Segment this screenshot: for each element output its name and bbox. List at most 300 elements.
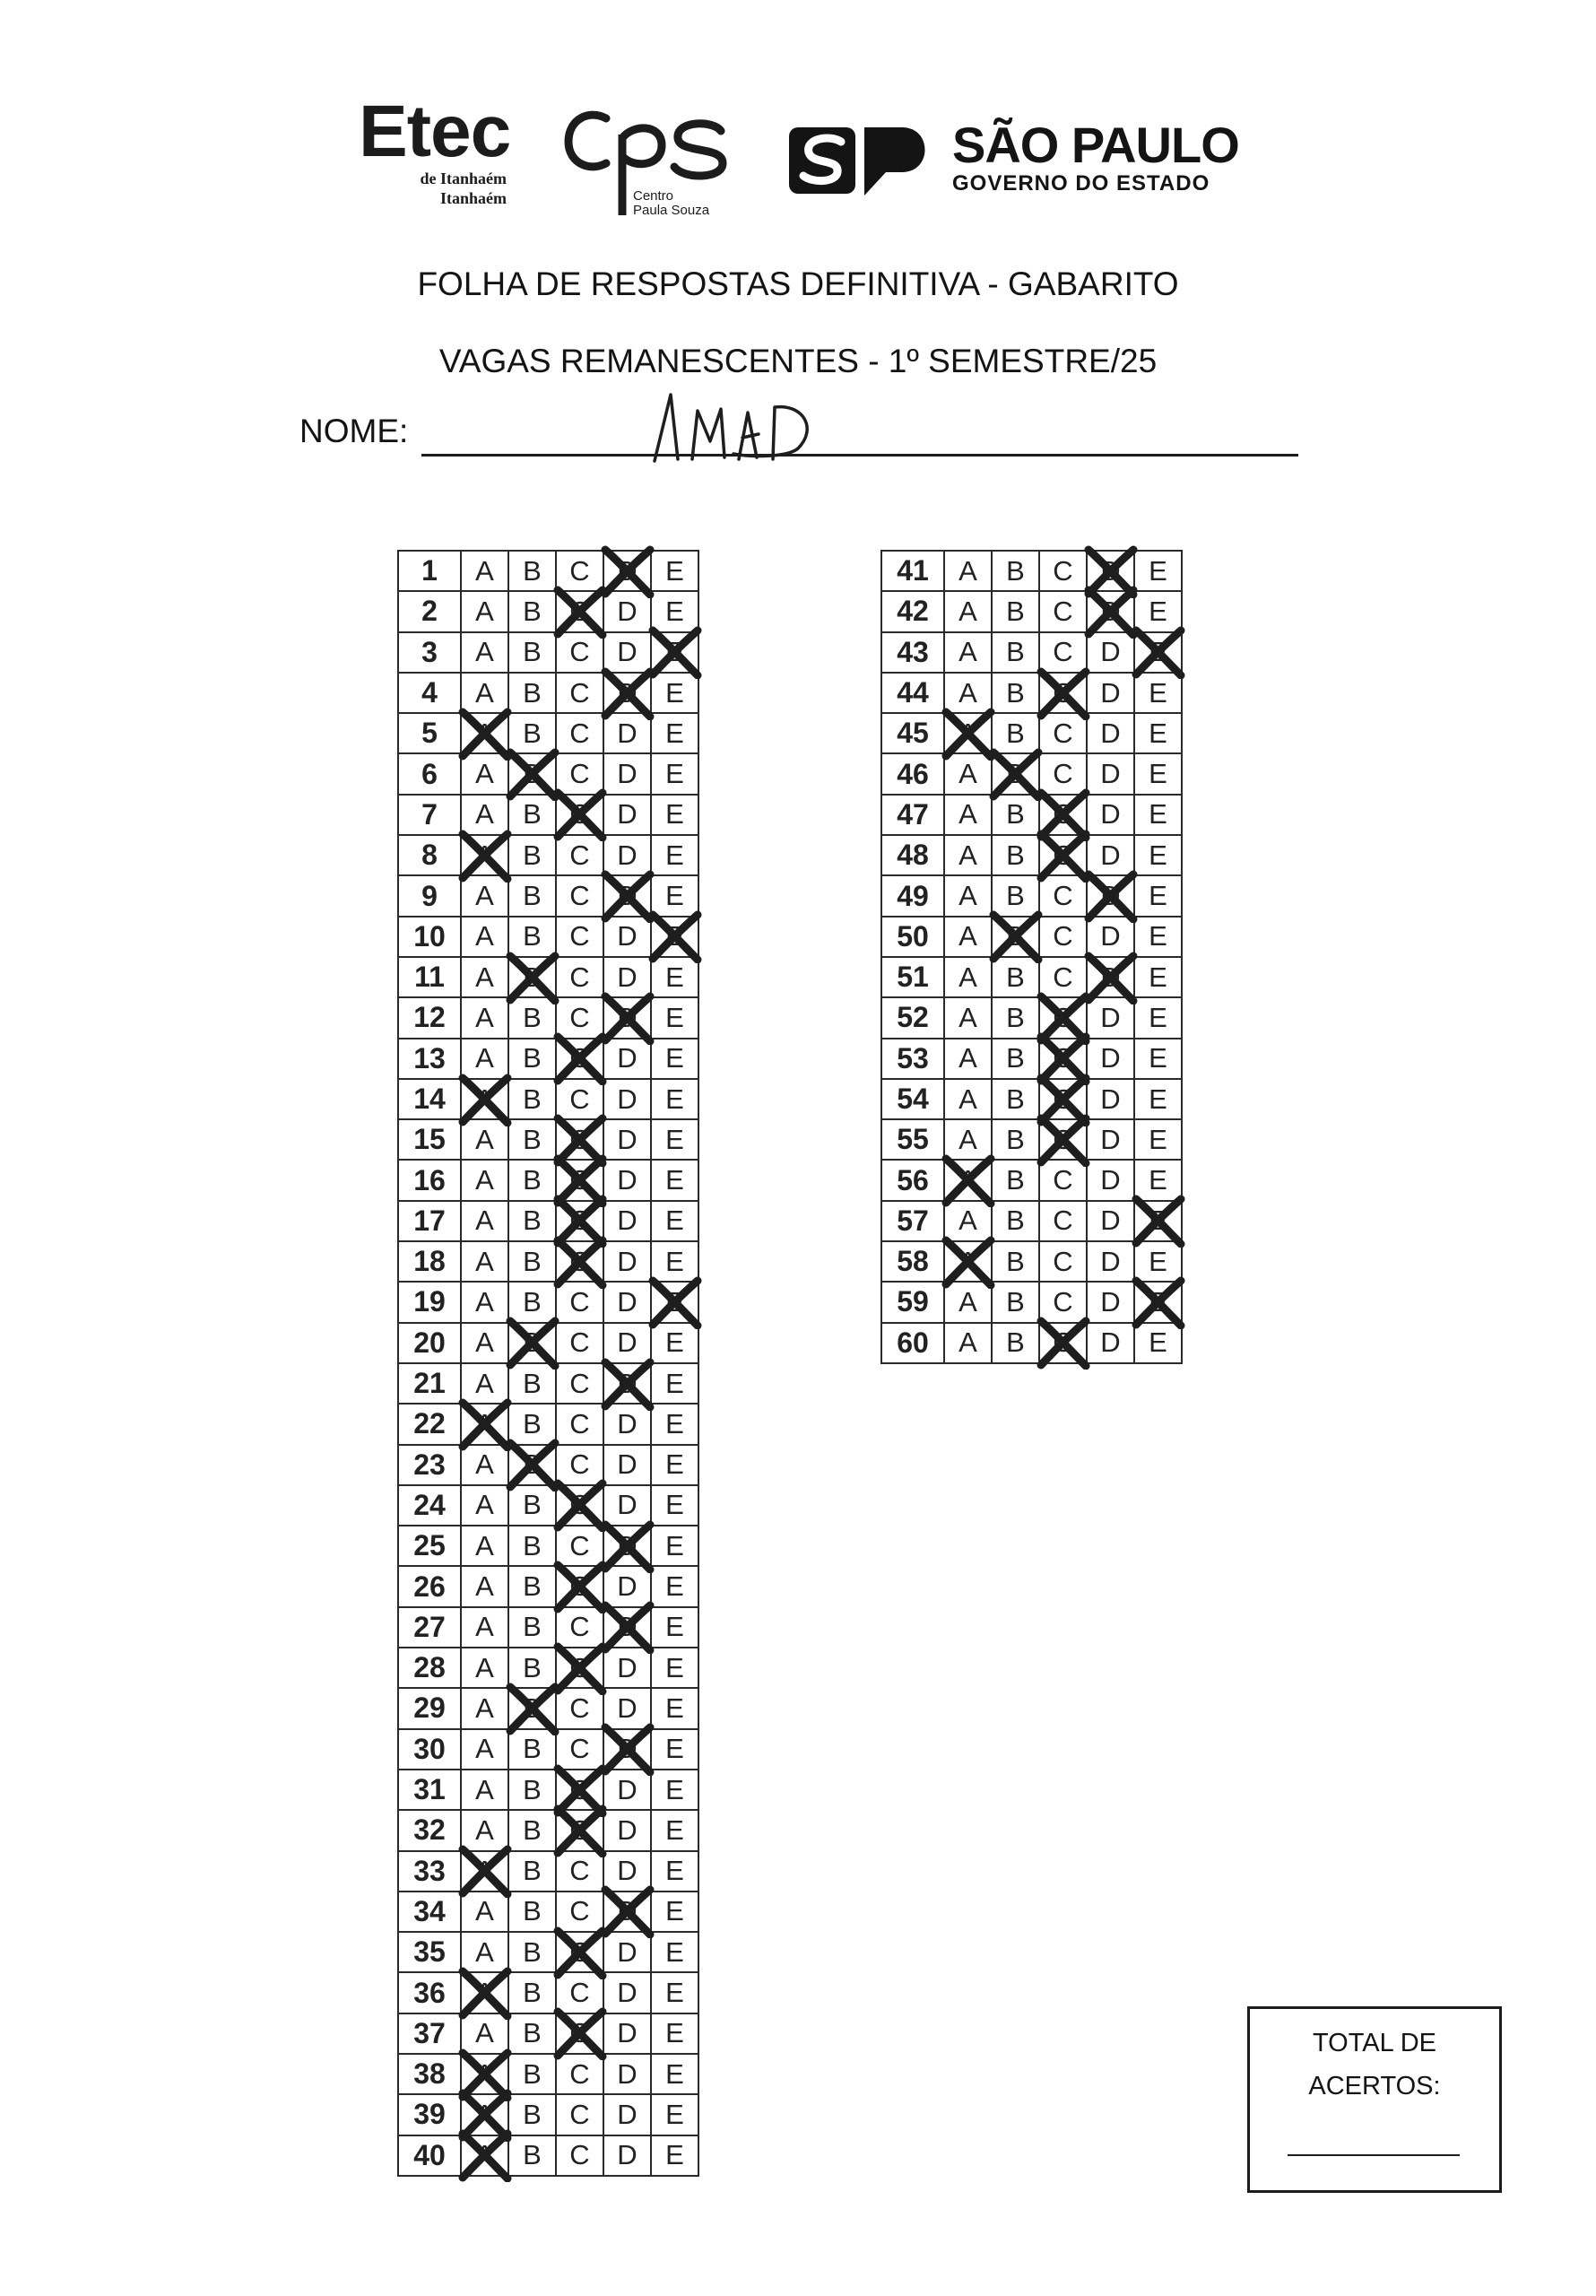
answer-option-a-marked[interactable] xyxy=(944,1241,992,1282)
answer-option-d[interactable] xyxy=(1087,1201,1134,1241)
answer-option-b[interactable] xyxy=(992,632,1039,673)
answer-option-b[interactable] xyxy=(508,1363,556,1404)
answer-option-e-marked[interactable] xyxy=(1134,1282,1182,1322)
answer-option-e[interactable] xyxy=(1134,673,1182,713)
answer-option-e[interactable] xyxy=(651,957,698,997)
answer-option-c[interactable] xyxy=(556,957,603,997)
answer-option-c[interactable] xyxy=(556,2054,603,2094)
answer-option-d[interactable] xyxy=(603,1039,651,1079)
answer-option-e[interactable] xyxy=(1134,835,1182,875)
answer-option-a-marked[interactable] xyxy=(461,1079,508,1119)
answer-option-a[interactable] xyxy=(944,1119,992,1160)
answer-option-a[interactable] xyxy=(944,795,992,835)
answer-option-c-marked[interactable] xyxy=(1039,795,1087,835)
answer-option-e[interactable] xyxy=(651,1972,698,2013)
answer-option-d[interactable] xyxy=(603,1445,651,1485)
answer-option-c[interactable] xyxy=(556,2135,603,2176)
answer-option-d[interactable] xyxy=(1087,835,1134,875)
answer-option-c-marked[interactable] xyxy=(1039,673,1087,713)
answer-option-b[interactable] xyxy=(508,713,556,753)
answer-option-d[interactable] xyxy=(603,1566,651,1606)
answer-option-c[interactable] xyxy=(556,2094,603,2135)
answer-option-c-marked[interactable] xyxy=(556,1160,603,1200)
answer-option-d-marked[interactable] xyxy=(603,1526,651,1566)
answer-option-a[interactable] xyxy=(461,917,508,957)
answer-option-e[interactable] xyxy=(651,1485,698,1526)
answer-option-e[interactable] xyxy=(651,673,698,713)
answer-option-e[interactable] xyxy=(651,1119,698,1160)
answer-option-d-marked[interactable] xyxy=(603,1363,651,1404)
answer-option-c-marked[interactable] xyxy=(1039,1079,1087,1119)
answer-option-c[interactable] xyxy=(556,997,603,1038)
answer-option-b[interactable] xyxy=(508,1201,556,1241)
answer-option-a[interactable] xyxy=(461,1241,508,1282)
answer-option-d[interactable] xyxy=(603,2054,651,2094)
answer-option-c[interactable] xyxy=(1039,632,1087,673)
answer-option-c[interactable] xyxy=(556,673,603,713)
answer-option-a[interactable] xyxy=(461,551,508,591)
answer-option-a-marked[interactable] xyxy=(461,1972,508,2013)
answer-option-b[interactable] xyxy=(508,795,556,835)
answer-option-c[interactable] xyxy=(556,632,603,673)
answer-option-a[interactable] xyxy=(461,1201,508,1241)
answer-option-e[interactable] xyxy=(651,997,698,1038)
answer-option-e-marked[interactable] xyxy=(651,1282,698,1322)
answer-option-e[interactable] xyxy=(1134,753,1182,794)
answer-option-e[interactable] xyxy=(651,551,698,591)
answer-option-e[interactable] xyxy=(651,1932,698,1972)
answer-option-d-marked[interactable] xyxy=(1087,591,1134,631)
answer-option-a-marked[interactable] xyxy=(461,2135,508,2176)
answer-option-a[interactable] xyxy=(944,753,992,794)
answer-option-a[interactable] xyxy=(461,1526,508,1566)
answer-option-a[interactable] xyxy=(944,551,992,591)
answer-option-b[interactable] xyxy=(992,551,1039,591)
answer-option-d[interactable] xyxy=(1087,673,1134,713)
answer-option-c[interactable] xyxy=(1039,551,1087,591)
answer-option-a[interactable] xyxy=(461,1729,508,1770)
answer-option-e-marked[interactable] xyxy=(1134,632,1182,673)
answer-option-a[interactable] xyxy=(461,753,508,794)
answer-option-a-marked[interactable] xyxy=(461,713,508,753)
answer-option-e[interactable] xyxy=(651,1079,698,1119)
answer-option-d[interactable] xyxy=(603,1241,651,1282)
answer-option-b[interactable] xyxy=(508,997,556,1038)
answer-option-e[interactable] xyxy=(651,1363,698,1404)
answer-option-d[interactable] xyxy=(603,1079,651,1119)
answer-option-d[interactable] xyxy=(603,1688,651,1728)
answer-option-d-marked[interactable] xyxy=(603,875,651,916)
answer-option-b-marked[interactable] xyxy=(508,1445,556,1485)
answer-option-e[interactable] xyxy=(1134,795,1182,835)
answer-option-b[interactable] xyxy=(508,1770,556,1810)
answer-option-e[interactable] xyxy=(651,1729,698,1770)
answer-option-d[interactable] xyxy=(603,1323,651,1363)
answer-option-d[interactable] xyxy=(603,1851,651,1892)
answer-option-c-marked[interactable] xyxy=(1039,1323,1087,1363)
answer-option-c[interactable] xyxy=(556,875,603,916)
answer-option-e-marked[interactable] xyxy=(651,632,698,673)
answer-option-e[interactable] xyxy=(651,753,698,794)
answer-option-a[interactable] xyxy=(461,1323,508,1363)
answer-option-e[interactable] xyxy=(651,1241,698,1282)
answer-option-a[interactable] xyxy=(461,1607,508,1648)
answer-option-b[interactable] xyxy=(508,1160,556,1200)
answer-option-a[interactable] xyxy=(461,1810,508,1850)
total-score-input-line[interactable] xyxy=(1288,2154,1460,2156)
answer-option-a[interactable] xyxy=(944,875,992,916)
answer-option-d[interactable] xyxy=(1087,997,1134,1038)
answer-option-e[interactable] xyxy=(651,591,698,631)
answer-option-e[interactable] xyxy=(651,875,698,916)
answer-option-c[interactable] xyxy=(1039,1282,1087,1322)
answer-option-b[interactable] xyxy=(992,957,1039,997)
answer-option-a[interactable] xyxy=(461,632,508,673)
answer-option-c[interactable] xyxy=(556,1892,603,1932)
answer-option-d-marked[interactable] xyxy=(1087,875,1134,916)
answer-option-b[interactable] xyxy=(508,1810,556,1850)
answer-option-b[interactable] xyxy=(508,875,556,916)
answer-option-a[interactable] xyxy=(944,1079,992,1119)
answer-option-c-marked[interactable] xyxy=(556,1810,603,1850)
answer-option-b[interactable] xyxy=(508,2094,556,2135)
answer-option-a-marked[interactable] xyxy=(461,2054,508,2094)
answer-option-b[interactable] xyxy=(508,2135,556,2176)
answer-option-b[interactable] xyxy=(508,1892,556,1932)
answer-option-e[interactable] xyxy=(1134,713,1182,753)
answer-option-b[interactable] xyxy=(992,1119,1039,1160)
answer-option-d-marked[interactable] xyxy=(603,1729,651,1770)
answer-option-c-marked[interactable] xyxy=(1039,1119,1087,1160)
answer-option-b[interactable] xyxy=(992,875,1039,916)
answer-option-d-marked[interactable] xyxy=(603,673,651,713)
answer-option-b-marked[interactable] xyxy=(508,957,556,997)
answer-option-d-marked[interactable] xyxy=(1087,957,1134,997)
answer-option-a[interactable] xyxy=(461,1688,508,1728)
answer-option-c[interactable] xyxy=(556,1607,603,1648)
answer-option-e-marked[interactable] xyxy=(1134,1201,1182,1241)
answer-option-d[interactable] xyxy=(603,1648,651,1688)
answer-option-c-marked[interactable] xyxy=(1039,1039,1087,1079)
answer-option-a[interactable] xyxy=(461,591,508,631)
answer-option-a[interactable] xyxy=(461,997,508,1038)
answer-option-a[interactable] xyxy=(944,1282,992,1322)
answer-option-d[interactable] xyxy=(1087,1119,1134,1160)
answer-option-a[interactable] xyxy=(461,1892,508,1932)
answer-option-e[interactable] xyxy=(651,1526,698,1566)
answer-option-e[interactable] xyxy=(651,1323,698,1363)
answer-option-e[interactable] xyxy=(651,2013,698,2054)
answer-option-b[interactable] xyxy=(508,673,556,713)
answer-option-e[interactable] xyxy=(651,835,698,875)
answer-option-e[interactable] xyxy=(1134,917,1182,957)
answer-option-e[interactable] xyxy=(651,1688,698,1728)
answer-option-d[interactable] xyxy=(603,1770,651,1810)
answer-option-d[interactable] xyxy=(603,1282,651,1322)
answer-option-b[interactable] xyxy=(508,1648,556,1688)
answer-option-a-marked[interactable] xyxy=(461,835,508,875)
answer-option-c[interactable] xyxy=(556,753,603,794)
answer-option-c-marked[interactable] xyxy=(556,2013,603,2054)
answer-option-d[interactable] xyxy=(603,632,651,673)
answer-option-e[interactable] xyxy=(651,1648,698,1688)
answer-option-e[interactable] xyxy=(1134,957,1182,997)
answer-option-a[interactable] xyxy=(461,795,508,835)
answer-option-d-marked[interactable] xyxy=(1087,551,1134,591)
answer-option-b[interactable] xyxy=(992,1039,1039,1079)
answer-option-b[interactable] xyxy=(508,1607,556,1648)
answer-option-b[interactable] xyxy=(508,1566,556,1606)
answer-option-d[interactable] xyxy=(603,795,651,835)
answer-option-b-marked[interactable] xyxy=(992,753,1039,794)
answer-option-a[interactable] xyxy=(461,1485,508,1526)
answer-option-e[interactable] xyxy=(1134,997,1182,1038)
answer-option-d[interactable] xyxy=(1087,917,1134,957)
answer-option-e[interactable] xyxy=(651,1445,698,1485)
answer-option-e-marked[interactable] xyxy=(651,917,698,957)
answer-option-a[interactable] xyxy=(944,1039,992,1079)
answer-option-a-marked[interactable] xyxy=(944,713,992,753)
answer-option-a[interactable] xyxy=(944,997,992,1038)
answer-option-b[interactable] xyxy=(508,1039,556,1079)
answer-option-d[interactable] xyxy=(603,957,651,997)
answer-option-b[interactable] xyxy=(508,1485,556,1526)
answer-option-d[interactable] xyxy=(603,1972,651,2013)
answer-option-b-marked[interactable] xyxy=(992,917,1039,957)
answer-option-d[interactable] xyxy=(1087,632,1134,673)
answer-option-d[interactable] xyxy=(603,835,651,875)
answer-option-d[interactable] xyxy=(603,713,651,753)
answer-option-c[interactable] xyxy=(556,1079,603,1119)
answer-option-e[interactable] xyxy=(651,2054,698,2094)
answer-option-b[interactable] xyxy=(508,1729,556,1770)
answer-option-c[interactable] xyxy=(556,1729,603,1770)
answer-option-b[interactable] xyxy=(508,1079,556,1119)
answer-option-a[interactable] xyxy=(944,835,992,875)
answer-option-c[interactable] xyxy=(556,1526,603,1566)
answer-option-c-marked[interactable] xyxy=(556,1039,603,1079)
answer-option-c-marked[interactable] xyxy=(556,1485,603,1526)
answer-option-c[interactable] xyxy=(556,1851,603,1892)
answer-option-b[interactable] xyxy=(992,1201,1039,1241)
answer-option-e[interactable] xyxy=(651,713,698,753)
answer-option-d[interactable] xyxy=(603,2094,651,2135)
answer-option-b[interactable] xyxy=(508,1282,556,1322)
answer-option-b[interactable] xyxy=(992,673,1039,713)
answer-option-a[interactable] xyxy=(461,875,508,916)
answer-option-b[interactable] xyxy=(992,1241,1039,1282)
answer-option-d[interactable] xyxy=(1087,1241,1134,1282)
answer-option-c[interactable] xyxy=(556,713,603,753)
answer-option-d[interactable] xyxy=(603,1160,651,1200)
answer-option-a[interactable] xyxy=(944,632,992,673)
answer-option-a[interactable] xyxy=(461,1119,508,1160)
answer-option-e[interactable] xyxy=(1134,1079,1182,1119)
answer-option-d-marked[interactable] xyxy=(603,1892,651,1932)
answer-option-d[interactable] xyxy=(603,591,651,631)
answer-option-c[interactable] xyxy=(556,835,603,875)
answer-option-a[interactable] xyxy=(461,1282,508,1322)
answer-option-d[interactable] xyxy=(603,1932,651,1972)
answer-option-c[interactable] xyxy=(1039,1241,1087,1282)
answer-option-d[interactable] xyxy=(603,1485,651,1526)
answer-option-d[interactable] xyxy=(603,753,651,794)
answer-option-c[interactable] xyxy=(1039,1160,1087,1200)
answer-option-d[interactable] xyxy=(1087,1039,1134,1079)
answer-option-b[interactable] xyxy=(508,1119,556,1160)
answer-option-b[interactable] xyxy=(508,632,556,673)
answer-option-e[interactable] xyxy=(651,1201,698,1241)
answer-option-d[interactable] xyxy=(603,2013,651,2054)
answer-option-d[interactable] xyxy=(1087,1079,1134,1119)
answer-option-b[interactable] xyxy=(992,1282,1039,1322)
answer-option-b-marked[interactable] xyxy=(508,1688,556,1728)
answer-option-c[interactable] xyxy=(556,551,603,591)
answer-option-e[interactable] xyxy=(651,1160,698,1200)
answer-option-b[interactable] xyxy=(508,2013,556,2054)
answer-option-c[interactable] xyxy=(556,1688,603,1728)
answer-option-e[interactable] xyxy=(651,2135,698,2176)
answer-option-b[interactable] xyxy=(508,591,556,631)
answer-option-e[interactable] xyxy=(651,1892,698,1932)
answer-option-e[interactable] xyxy=(1134,875,1182,916)
answer-option-c-marked[interactable] xyxy=(556,591,603,631)
answer-option-a[interactable] xyxy=(944,1201,992,1241)
answer-option-a[interactable] xyxy=(461,1770,508,1810)
answer-option-c[interactable] xyxy=(1039,1201,1087,1241)
answer-option-c[interactable] xyxy=(1039,957,1087,997)
answer-option-b[interactable] xyxy=(508,917,556,957)
answer-option-a[interactable] xyxy=(944,591,992,631)
answer-option-a[interactable] xyxy=(944,673,992,713)
answer-option-d-marked[interactable] xyxy=(603,1607,651,1648)
answer-option-b[interactable] xyxy=(508,1932,556,1972)
answer-option-c-marked[interactable] xyxy=(1039,997,1087,1038)
answer-option-c-marked[interactable] xyxy=(556,1201,603,1241)
answer-option-a[interactable] xyxy=(461,957,508,997)
name-field-line[interactable] xyxy=(421,454,1298,457)
answer-option-b[interactable] xyxy=(992,591,1039,631)
answer-option-d[interactable] xyxy=(603,1201,651,1241)
answer-option-a[interactable] xyxy=(461,1648,508,1688)
answer-option-a[interactable] xyxy=(461,1566,508,1606)
answer-option-a-marked[interactable] xyxy=(461,1851,508,1892)
answer-option-a[interactable] xyxy=(461,1160,508,1200)
answer-option-d[interactable] xyxy=(603,1119,651,1160)
answer-option-a[interactable] xyxy=(461,1932,508,1972)
answer-option-a[interactable] xyxy=(461,1039,508,1079)
answer-option-c-marked[interactable] xyxy=(556,1119,603,1160)
answer-option-a-marked[interactable] xyxy=(461,1404,508,1444)
answer-option-c[interactable] xyxy=(556,1445,603,1485)
answer-option-e[interactable] xyxy=(651,1810,698,1850)
answer-option-e[interactable] xyxy=(651,1039,698,1079)
answer-option-d-marked[interactable] xyxy=(603,997,651,1038)
answer-option-b[interactable] xyxy=(508,551,556,591)
answer-option-e[interactable] xyxy=(651,795,698,835)
answer-option-c-marked[interactable] xyxy=(1039,835,1087,875)
answer-option-c-marked[interactable] xyxy=(556,1241,603,1282)
answer-option-c[interactable] xyxy=(1039,917,1087,957)
answer-option-e[interactable] xyxy=(651,1404,698,1444)
answer-option-d[interactable] xyxy=(1087,1160,1134,1200)
answer-option-b[interactable] xyxy=(992,1323,1039,1363)
answer-option-c-marked[interactable] xyxy=(556,1648,603,1688)
answer-option-b[interactable] xyxy=(992,713,1039,753)
answer-option-a[interactable] xyxy=(944,957,992,997)
answer-option-e[interactable] xyxy=(1134,1323,1182,1363)
answer-option-b[interactable] xyxy=(992,1160,1039,1200)
answer-option-c-marked[interactable] xyxy=(556,1932,603,1972)
answer-option-d[interactable] xyxy=(603,917,651,957)
answer-option-e[interactable] xyxy=(1134,1160,1182,1200)
answer-option-a[interactable] xyxy=(944,1323,992,1363)
answer-option-d[interactable] xyxy=(1087,753,1134,794)
answer-option-d-marked[interactable] xyxy=(603,551,651,591)
answer-option-c[interactable] xyxy=(556,1282,603,1322)
answer-option-b[interactable] xyxy=(992,835,1039,875)
answer-option-e[interactable] xyxy=(1134,551,1182,591)
answer-option-a[interactable] xyxy=(461,1363,508,1404)
answer-option-d[interactable] xyxy=(1087,795,1134,835)
answer-option-a[interactable] xyxy=(461,2013,508,2054)
answer-option-c-marked[interactable] xyxy=(556,1770,603,1810)
answer-option-d[interactable] xyxy=(1087,1323,1134,1363)
answer-option-c[interactable] xyxy=(1039,875,1087,916)
answer-option-c[interactable] xyxy=(556,1363,603,1404)
answer-option-e[interactable] xyxy=(1134,591,1182,631)
answer-option-e[interactable] xyxy=(1134,1119,1182,1160)
answer-option-c[interactable] xyxy=(1039,713,1087,753)
answer-option-b[interactable] xyxy=(508,1972,556,2013)
answer-option-a-marked[interactable] xyxy=(461,2094,508,2135)
answer-option-b[interactable] xyxy=(508,835,556,875)
answer-option-b[interactable] xyxy=(508,1241,556,1282)
answer-option-b[interactable] xyxy=(508,1404,556,1444)
answer-option-c-marked[interactable] xyxy=(556,795,603,835)
answer-option-b[interactable] xyxy=(992,795,1039,835)
answer-option-b-marked[interactable] xyxy=(508,1323,556,1363)
answer-option-b[interactable] xyxy=(508,1526,556,1566)
answer-option-b[interactable] xyxy=(992,997,1039,1038)
answer-option-d[interactable] xyxy=(603,1404,651,1444)
answer-option-d[interactable] xyxy=(603,2135,651,2176)
answer-option-e[interactable] xyxy=(651,1770,698,1810)
answer-option-a-marked[interactable] xyxy=(944,1160,992,1200)
answer-option-b[interactable] xyxy=(508,1851,556,1892)
answer-option-a[interactable] xyxy=(461,1445,508,1485)
answer-option-c[interactable] xyxy=(556,1323,603,1363)
answer-option-e[interactable] xyxy=(1134,1241,1182,1282)
answer-option-b-marked[interactable] xyxy=(508,753,556,794)
answer-option-e[interactable] xyxy=(1134,1039,1182,1079)
answer-option-d[interactable] xyxy=(1087,713,1134,753)
answer-option-c[interactable] xyxy=(556,917,603,957)
answer-option-c-marked[interactable] xyxy=(556,1566,603,1606)
answer-option-c[interactable] xyxy=(1039,753,1087,794)
answer-option-e[interactable] xyxy=(651,1607,698,1648)
answer-option-c[interactable] xyxy=(556,1404,603,1444)
answer-option-a[interactable] xyxy=(944,917,992,957)
answer-option-e[interactable] xyxy=(651,1851,698,1892)
answer-option-d[interactable] xyxy=(603,1810,651,1850)
answer-option-a[interactable] xyxy=(461,673,508,713)
answer-option-c[interactable] xyxy=(556,1972,603,2013)
answer-option-e[interactable] xyxy=(651,2094,698,2135)
answer-option-d[interactable] xyxy=(1087,1282,1134,1322)
answer-option-e[interactable] xyxy=(651,1566,698,1606)
answer-option-b[interactable] xyxy=(992,1079,1039,1119)
